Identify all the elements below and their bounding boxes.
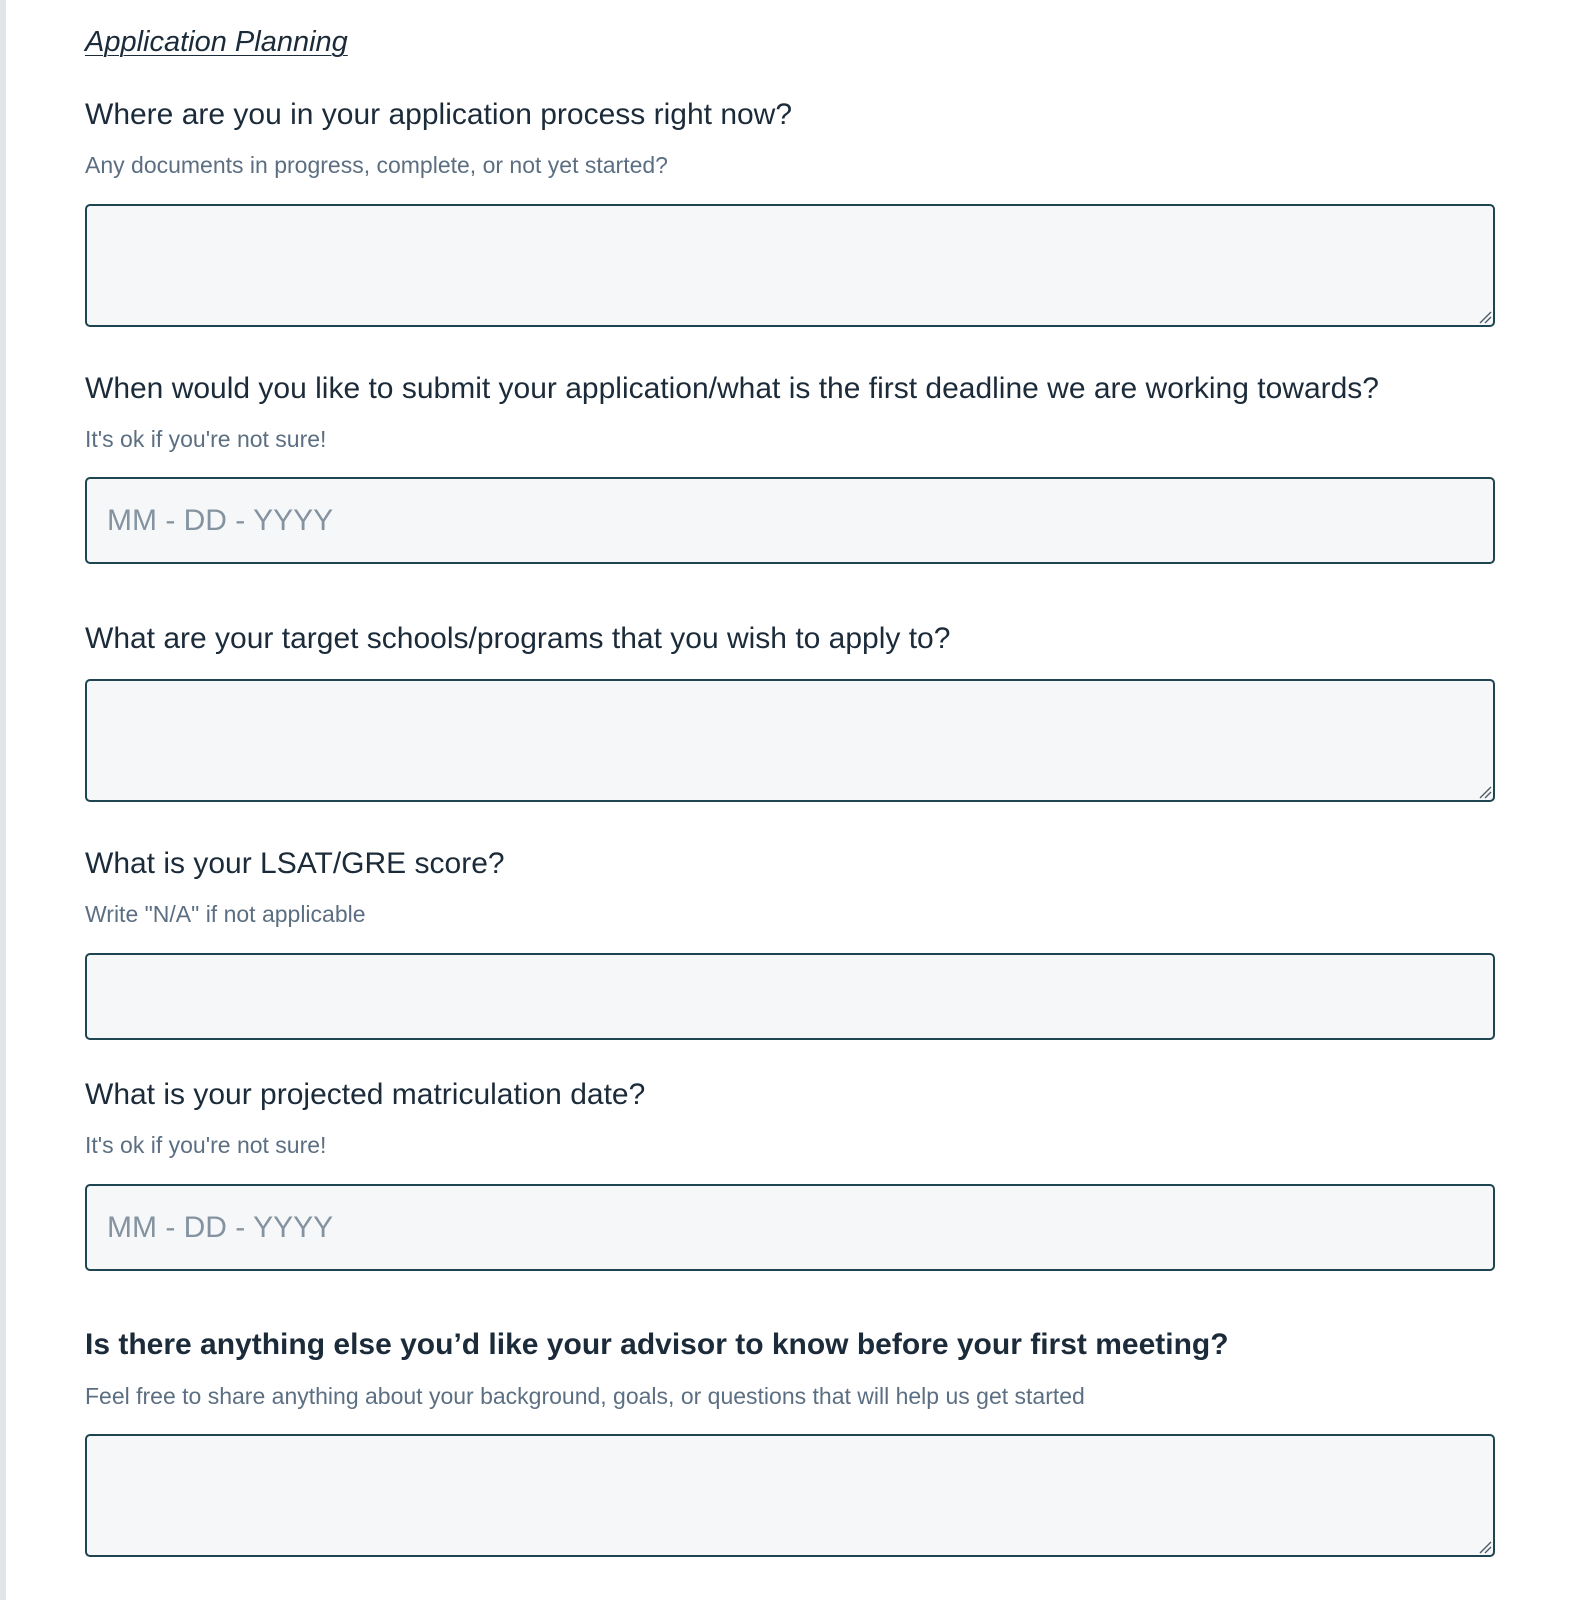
question-lsat-gre-hint: Write "N/A" if not applicable: [85, 901, 366, 927]
application-planning-form: [85, 0, 1495, 1600]
anything-else-field-wrap: [85, 1434, 1495, 1557]
left-border: [0, 0, 6, 1600]
question-submit-deadline-label: When would you like to submit your application/what is the first deadline we are working towards?: [85, 372, 1379, 405]
application-process-field-wrap: [85, 204, 1495, 327]
question-matriculation-date-hint: It's ok if you're not sure!: [85, 1132, 327, 1158]
submit-deadline-date-input[interactable]: [85, 477, 1495, 564]
application-process-textarea[interactable]: [85, 204, 1495, 327]
question-target-schools-label: What are your target schools/programs that you wish to apply to?: [85, 622, 951, 655]
lsat-gre-score-input[interactable]: [85, 953, 1495, 1040]
question-submit-deadline-hint: It's ok if you're not sure!: [85, 426, 327, 452]
target-schools-field-wrap: [85, 679, 1495, 802]
question-application-process-label: Where are you in your application process right now?: [85, 98, 793, 131]
question-lsat-gre-label: What is your LSAT/GRE score?: [85, 847, 505, 880]
target-schools-textarea[interactable]: [85, 679, 1495, 802]
question-anything-else-hint: Feel free to share anything about your background, goals, or questions that will help us get started: [85, 1383, 1085, 1409]
section-title: Application Planning: [85, 26, 348, 58]
anything-else-textarea[interactable]: [85, 1434, 1495, 1557]
question-application-process-hint: Any documents in progress, complete, or not yet started?: [85, 152, 668, 178]
question-anything-else-label: Is there anything else you’d like your advisor to know before your first meeting?: [85, 1328, 1229, 1361]
question-matriculation-date-label: What is your projected matriculation date?: [85, 1078, 646, 1111]
matriculation-date-input[interactable]: [85, 1184, 1495, 1271]
